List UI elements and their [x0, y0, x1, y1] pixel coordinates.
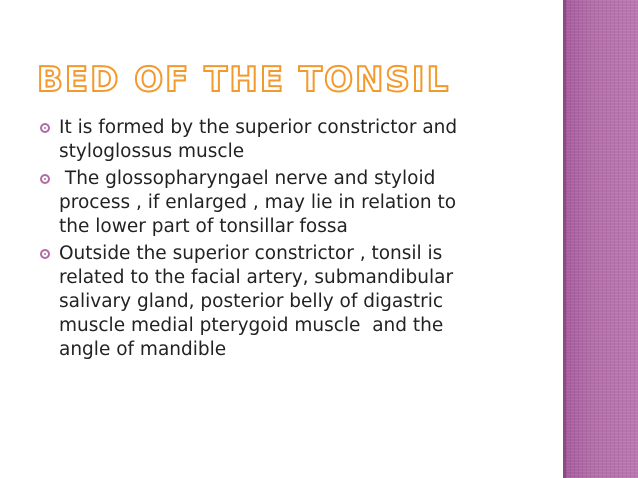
slide-title: BED OF THE TONSIL	[37, 60, 451, 100]
bullet-item	[40, 167, 560, 239]
circle-bullet-icon	[40, 123, 50, 133]
bullet-text: Outside the superior constrictor , tonsil is related to the facial artery, submandibular salivary gland, posterior belly of digastric muscle medial pterygoid muscle and the angle of mandible	[59, 243, 454, 360]
bullet-list	[40, 116, 560, 365]
side-decorative-band	[566, 0, 638, 478]
circle-bullet-icon	[40, 174, 50, 184]
bullet-text: It is formed by the superior constrictor and styloglossus muscle	[59, 117, 458, 162]
bullet-item	[40, 116, 560, 164]
bullet-item	[40, 242, 560, 362]
circle-bullet-icon	[40, 249, 50, 259]
bullet-text: The glossopharyngael nerve and styloid process , if enlarged , may lie in relation to the lower part of tonsillar fossa	[59, 168, 457, 237]
